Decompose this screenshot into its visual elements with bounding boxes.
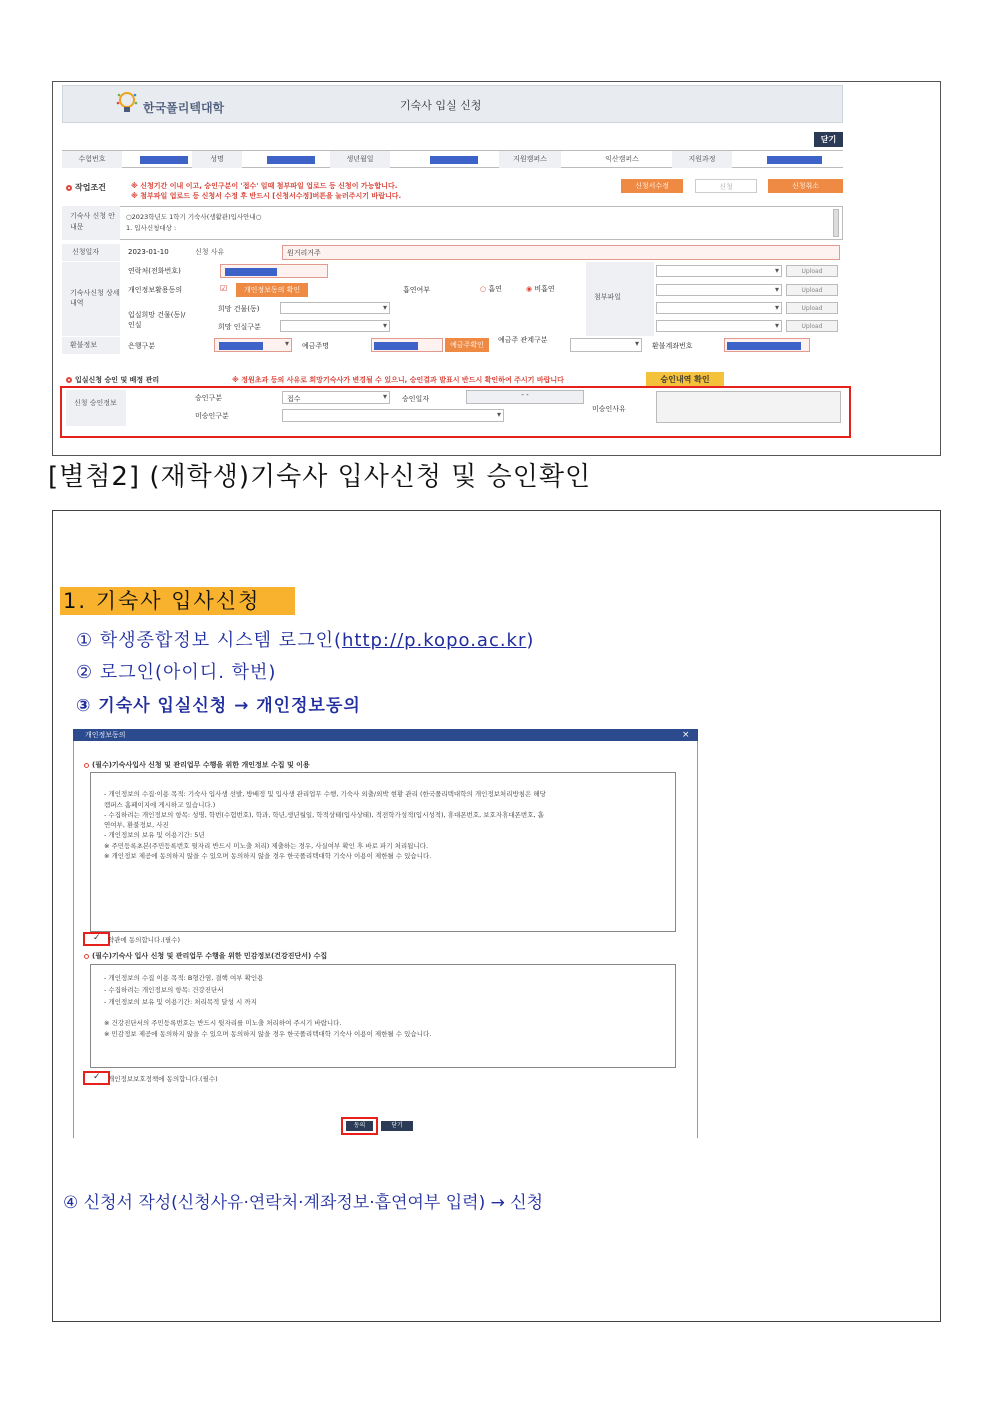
upload-button[interactable]: Upload xyxy=(786,265,838,277)
upload-button[interactable]: Upload xyxy=(786,320,838,332)
terms-line: 캠퍼스 홈페이지에 게시하고 있습니다.) xyxy=(104,801,216,809)
portal-link[interactable]: http://p.kopo.ac.kr xyxy=(341,630,527,651)
agree-2-checkbox[interactable] xyxy=(83,1071,110,1085)
holder-check-button[interactable]: 예금주확인 xyxy=(445,338,489,352)
agree-button-highlight xyxy=(341,1117,378,1135)
relation-label: 예금주 관계구분 xyxy=(498,336,548,344)
apply-date-label: 신청일자 xyxy=(62,244,120,261)
privacy-check-icon[interactable]: ☑ xyxy=(220,284,228,293)
condition-label: 작업조건 xyxy=(66,182,106,193)
attach-select-2[interactable] xyxy=(656,284,782,296)
agree-2-label: 개인정보보호정책에 동의합니다.(필수) xyxy=(108,1075,218,1083)
smoke-label: 흡연여부 xyxy=(403,286,431,294)
approval-warning: ※ 정원초과 등의 사유로 희망기숙사가 변경될 수 있으니, 승인결과 발표시 반드시 확인하여 주시기 바랍니다 xyxy=(232,376,564,384)
holder-label: 예금주명 xyxy=(302,342,330,350)
bank-label: 은행구분 xyxy=(128,342,156,350)
campus-label: 지원캠퍼스 xyxy=(499,151,561,168)
step-4: ④ 신청서 작성(신청사유·연락처·계좌정보·흡연여부 입력) → 신청 xyxy=(63,1193,544,1213)
step-1: ① 학생종합정보 시스템 로그인(http://p.kopo.ac.kr) xyxy=(76,630,535,651)
holder-input[interactable] xyxy=(371,338,443,352)
smoke-yes-radio[interactable]: ○ 흡연 xyxy=(480,285,502,293)
logo-text: 한국폴리텍대학 xyxy=(143,101,225,115)
refund-label: 환불정보 xyxy=(62,337,120,354)
privacy-label: 개인정보활용동의 xyxy=(128,286,183,294)
apply-date-value: 2023-01-10 xyxy=(128,248,169,256)
step-2: ② 로그인(아이디. 학번) xyxy=(76,662,277,683)
birth-label: 생년월일 xyxy=(330,151,390,168)
approval-section-label: 입실신청 승인 및 배정 관리 xyxy=(66,375,159,385)
notice-text: ○2023학년도 1학기 기숙사(생활관)입사안내○ 1. 입사신청대상 : xyxy=(126,213,262,232)
document-title: [별첨2] (재학생)기숙사 입사신청 및 승인확인 xyxy=(48,462,592,492)
bank-select[interactable] xyxy=(214,338,292,352)
condition-text: ※ 신청기간 이내 이고, 승인구분이 '접수' 일때 첨부파일 업로드 등 신청이 가능합니다. ※ 첨부파일 업로드 등 신청서 수정 후 반드시 [신청서수정]버튼을 눌러주시기 바랍니다. xyxy=(131,182,402,200)
name-label: 성명 xyxy=(192,151,242,168)
terms-line: - 개인정보의 수집·이용 목적: 기숙사 입사생 선발, 방배정 및 입사생 관리업무 수행, 기숙사 외출/외박 현황 관리 (한국폴리텍대학의 개인정보처리방침은 해당 xyxy=(104,790,546,798)
redacted-value xyxy=(140,156,188,164)
form-title: 기숙사 입실 신청 xyxy=(400,99,482,112)
dialog-close-button[interactable]: 닫기 xyxy=(381,1121,413,1131)
cancel-application-button[interactable]: 신청취소 xyxy=(768,179,843,193)
dialog-title-bar: 개인정보동의 xyxy=(73,729,698,741)
redacted-value xyxy=(430,156,478,164)
terms-line: - 개인정보의 보유 및 이용기간: 처리목적 달성 시 까지 xyxy=(104,998,257,1006)
bullet-icon xyxy=(66,185,72,191)
terms-line: - 개인정보의 수집 이용 목적: B형간염, 결핵 여부 확인용 xyxy=(104,974,264,982)
redacted-value xyxy=(727,342,801,350)
applicant-info-row xyxy=(62,150,843,168)
terms-line: ※ 민감정보 제공에 동의하지 않을 수 있으며 동의하지 않을 경우 한국폴리텍대학 기숙사 이용이 제한될 수 있습니다. xyxy=(104,1030,432,1038)
bullet-icon xyxy=(84,954,89,959)
terms-line: 연여부, 환불정보, 사진 xyxy=(104,821,169,829)
terms-line: ※ 주민등록초본(주민등록번호 뒷자리 반드시 미노출 처리) 제출하는 경우, 사실여부 확인 후 바로 파기 처리됩니다. xyxy=(104,842,429,850)
section-heading: 1. 기숙사 입사신청 xyxy=(60,587,295,615)
bullet-icon xyxy=(66,377,72,383)
dialog-section-1-title: (필수)기숙사입사 신청 및 관리업무 수행을 위한 개인정보 수집 및 이용 xyxy=(84,760,310,770)
privacy-consent-button[interactable]: 개인정보동의 확인 xyxy=(236,283,308,297)
redacted-value xyxy=(267,156,315,164)
bullet-icon xyxy=(84,763,89,768)
contact-label: 연락처(전화번호) xyxy=(128,267,181,275)
scrollbar[interactable] xyxy=(833,209,839,237)
wish-label: 입실희망 건물(동)/인실 xyxy=(128,311,186,329)
account-input[interactable] xyxy=(724,338,810,352)
approval-date-value: - - xyxy=(466,390,584,404)
redacted-value xyxy=(219,342,263,350)
contact-input[interactable] xyxy=(220,264,328,278)
upload-button[interactable]: Upload xyxy=(786,284,838,296)
notice-label: 기숙사 신청 안내문 xyxy=(62,206,120,240)
unapproval-reason-label: 미승인사유 xyxy=(592,405,626,413)
attach-select-4[interactable] xyxy=(656,320,782,332)
dialog-close-icon[interactable]: × xyxy=(682,730,690,740)
terms-line: ※ 건강진단서의 주민등록번호는 반드시 뒷자리를 미노출 처리하여 주시기 바랍니다. xyxy=(104,1019,342,1027)
edit-application-button[interactable]: 신청서수정 xyxy=(621,179,683,193)
step-3: ③ 기숙사 입실신청 → 개인정보동의 xyxy=(76,696,361,716)
campus-value: 익산캠퍼스 xyxy=(605,155,639,163)
attach-select-3[interactable] xyxy=(656,302,782,314)
terms-line: ※ 개인정보 제공에 동의하지 않을 수 있으며 동의하지 않을 경우 한국폴리텍대학 기숙사 이용이 제한될 수 있습니다. xyxy=(104,852,432,860)
detail-label: 기숙사신청 상세내역 xyxy=(62,262,120,336)
reason-input[interactable]: 원거리거주 xyxy=(282,245,840,260)
agree-1-label: 약관에 동의합니다.(필수) xyxy=(108,936,180,944)
wish-building-select[interactable] xyxy=(280,302,390,314)
approval-type-select[interactable]: 접수 ▾ xyxy=(282,391,390,404)
wish-room-label: 희망 인실구분 xyxy=(218,323,261,331)
reason-label: 신청 사유 xyxy=(183,244,275,261)
approval-check-button[interactable]: 승인내역 확인 xyxy=(646,372,724,387)
agree-1-checkbox[interactable] xyxy=(83,932,110,946)
unapproval-reason-box xyxy=(656,391,841,423)
redacted-value xyxy=(374,342,418,350)
exam-no-label: 수험번호 xyxy=(62,151,122,168)
approval-info-label: 신청 승인정보 xyxy=(66,390,126,426)
terms-line: - 수집하려는 개인정보의 항목: 성명, 학번(수험번호), 학과, 학년,생년월일, 학적상태(입사상태), 적전학가성적(입시성적), 휴대폰번호, 보호자휴대폰번호, 흡 xyxy=(104,811,544,819)
attach-select-1[interactable] xyxy=(656,265,782,277)
dialog-section-2-title: (필수)기숙사 입사 신청 및 관리업무 수행을 위한 민감정보(건강진단서) 수집 xyxy=(84,951,327,961)
redacted-value xyxy=(767,156,822,164)
unapproval-type-select[interactable] xyxy=(282,409,504,422)
smoke-no-radio[interactable]: ◉ 비흡연 xyxy=(526,285,555,293)
wish-room-select[interactable] xyxy=(280,320,390,332)
relation-select[interactable] xyxy=(570,338,642,352)
account-label: 환불계좌번호 xyxy=(652,342,693,350)
wish-building-label: 희망 건물(동) xyxy=(218,305,260,313)
unapproval-type-label: 미승인구분 xyxy=(195,412,229,420)
logo-bulb-icon xyxy=(115,90,139,116)
apply-button[interactable]: 신청 xyxy=(695,179,757,193)
terms-line: - 수집하려는 개인정보의 항목: 건강진단서 xyxy=(104,986,224,994)
agree-button[interactable]: 동의 xyxy=(346,1121,373,1131)
redacted-value xyxy=(225,268,277,276)
attach-label: 첨부파일 xyxy=(586,262,654,336)
close-button[interactable]: 닫기 xyxy=(814,132,843,147)
terms-line: - 개인정보의 보유 및 이용기간: 5년 xyxy=(104,831,205,839)
approval-date-label: 승인일자 xyxy=(402,395,430,403)
approval-type-label: 승인구분 xyxy=(195,394,223,402)
upload-button[interactable]: Upload xyxy=(786,302,838,314)
course-label: 지원과정 xyxy=(672,151,732,168)
